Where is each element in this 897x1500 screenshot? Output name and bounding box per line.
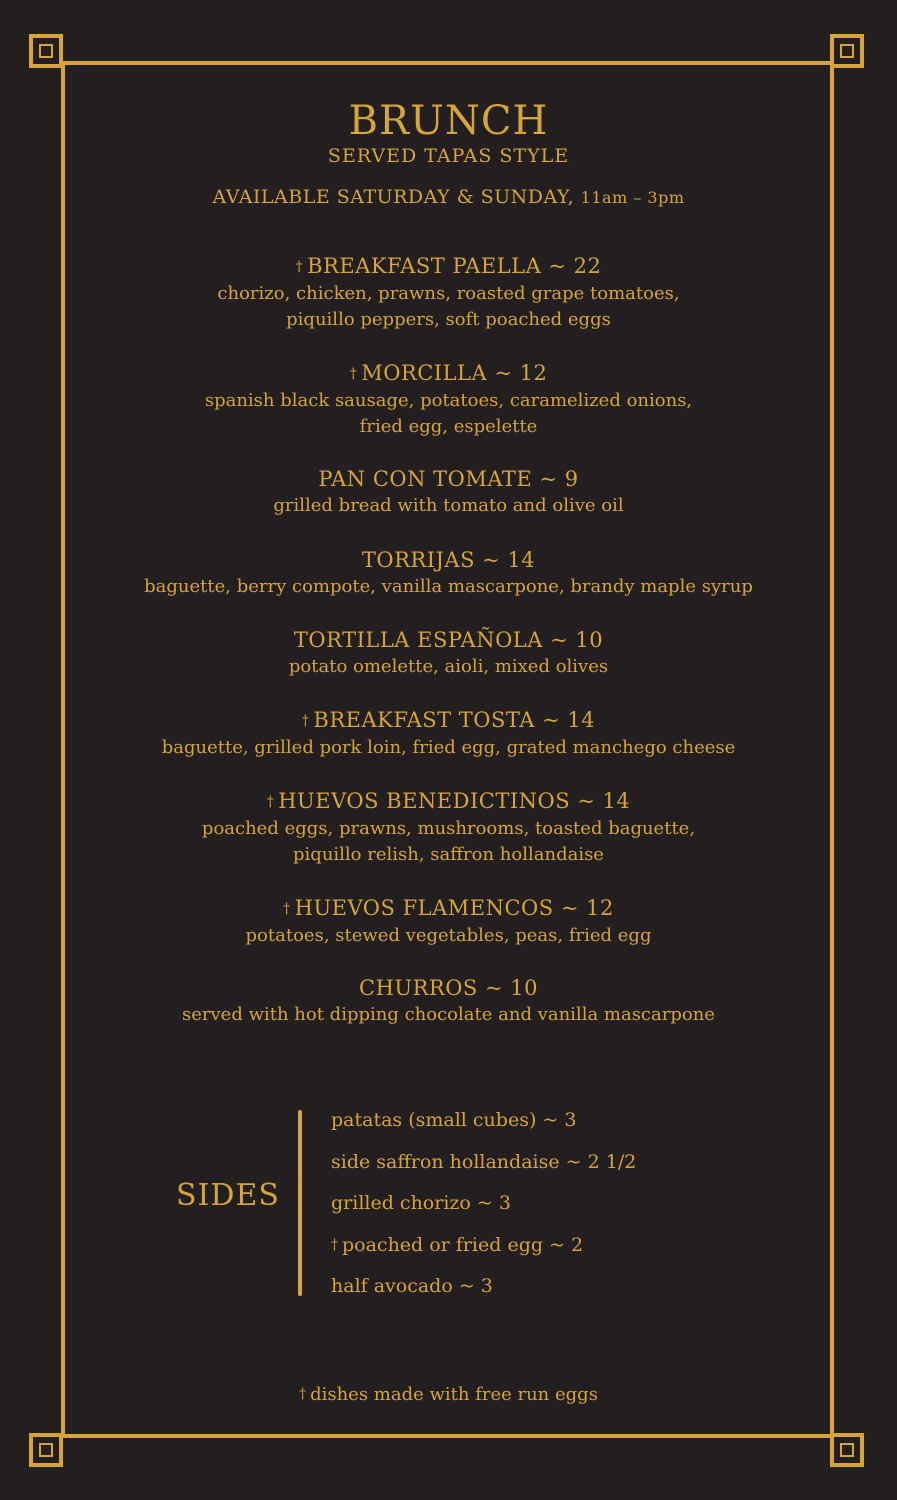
menu-item-title: BREAKFAST TOSTA ~ 14 bbox=[313, 708, 596, 732]
sides-list bbox=[331, 1102, 636, 1310]
menu-item-description: poached eggs, prawns, mushrooms, toasted baguette, piquillo relish, saffron hollandaise bbox=[201, 818, 696, 865]
menu-item-title: PAN CON TOMATE ~ 9 bbox=[318, 467, 579, 491]
dagger-icon: † bbox=[349, 366, 358, 382]
menu-item-title: BREAKFAST PAELLA ~ 22 bbox=[307, 254, 602, 278]
menu-item-name bbox=[0, 465, 897, 493]
dagger-icon: † bbox=[301, 713, 310, 729]
menu-item bbox=[0, 787, 897, 868]
dagger-icon: † bbox=[295, 259, 304, 275]
menu-item-description: baguette, berry compote, vanilla mascarpone, brandy maple syrup bbox=[144, 576, 753, 597]
side-item bbox=[331, 1144, 636, 1186]
menu-item-description: potato omelette, aioli, mixed olives bbox=[288, 656, 609, 677]
menu-item-name bbox=[0, 894, 897, 923]
menu-item-title: TORRIJAS ~ 14 bbox=[361, 548, 536, 572]
dagger-icon: † bbox=[299, 1386, 307, 1402]
dagger-icon: † bbox=[331, 1236, 338, 1253]
menu-item-name bbox=[0, 706, 897, 735]
menu-item-name bbox=[0, 626, 897, 654]
side-item-text: side saffron hollandaise ~ 2 1/2 bbox=[331, 1150, 637, 1173]
side-item-text: half avocado ~ 3 bbox=[331, 1275, 493, 1297]
corner-ornament-bottom-right bbox=[830, 1433, 864, 1467]
menu-item-name bbox=[0, 546, 897, 574]
menu-item bbox=[0, 706, 897, 761]
side-item bbox=[331, 1102, 636, 1144]
menu-item bbox=[0, 894, 897, 949]
menu-subtitle: SERVED TAPAS STYLE bbox=[327, 145, 570, 167]
side-item-text: patatas (small cubes) ~ 3 bbox=[331, 1109, 577, 1131]
menu-title: BRUNCH bbox=[348, 98, 549, 144]
menu-item-name bbox=[0, 787, 897, 816]
side-item-text: poached or fried egg ~ 2 bbox=[342, 1233, 584, 1256]
footer-note-text: dishes made with free run eggs bbox=[310, 1384, 598, 1405]
availability-days: AVAILABLE SATURDAY & SUNDAY, bbox=[212, 186, 575, 208]
menu-item-description: served with hot dipping chocolate and vanilla mascarpone bbox=[182, 1004, 715, 1025]
menu-item-description: chorizo, chicken, prawns, roasted grape tomatoes, piquillo peppers, soft poached eggs bbox=[217, 283, 680, 330]
corner-ornament-top-right bbox=[830, 34, 864, 68]
menu-item-description: grilled bread with tomato and olive oil bbox=[273, 495, 624, 516]
menu-item-title: HUEVOS FLAMENCOS ~ 12 bbox=[294, 896, 614, 920]
menu-item bbox=[0, 626, 897, 680]
menu-item-title: TORTILLA ESPAÑOLA ~ 10 bbox=[293, 628, 604, 652]
side-item bbox=[331, 1185, 636, 1227]
menu-item bbox=[0, 974, 897, 1028]
availability-hours: 11am – 3pm bbox=[580, 188, 685, 207]
sides-label: SIDES bbox=[176, 1178, 280, 1213]
availability-line bbox=[0, 186, 897, 208]
dagger-icon: † bbox=[266, 794, 275, 810]
menu-item-title: MORCILLA ~ 12 bbox=[361, 361, 548, 385]
sides-divider bbox=[298, 1110, 302, 1296]
menu-item bbox=[0, 359, 897, 440]
corner-ornament-bottom-left bbox=[29, 1433, 63, 1467]
side-item bbox=[331, 1227, 636, 1269]
menu-item bbox=[0, 546, 897, 600]
menu-item-description: spanish black sausage, potatoes, caramelized onions, fried egg, espelette bbox=[204, 390, 693, 437]
menu-item-name bbox=[0, 974, 897, 1002]
dagger-icon: † bbox=[283, 901, 291, 917]
side-item-text: grilled chorizo ~ 3 bbox=[331, 1192, 511, 1214]
menu-item-name bbox=[0, 359, 897, 388]
menu-item-description: potatoes, stewed vegetables, peas, fried egg bbox=[245, 925, 652, 946]
menu-item bbox=[0, 252, 897, 333]
side-item bbox=[331, 1268, 636, 1310]
menu-item-title: CHURROS ~ 10 bbox=[359, 976, 538, 1000]
corner-ornament-top-left bbox=[29, 34, 63, 68]
footer-note bbox=[0, 1384, 897, 1405]
menu-item-name bbox=[0, 252, 897, 281]
menu-item-title: HUEVOS BENEDICTINOS ~ 14 bbox=[278, 789, 631, 813]
menu-item bbox=[0, 465, 897, 519]
menu-item-description: baguette, grilled pork loin, fried egg, grated manchego cheese bbox=[161, 737, 736, 758]
